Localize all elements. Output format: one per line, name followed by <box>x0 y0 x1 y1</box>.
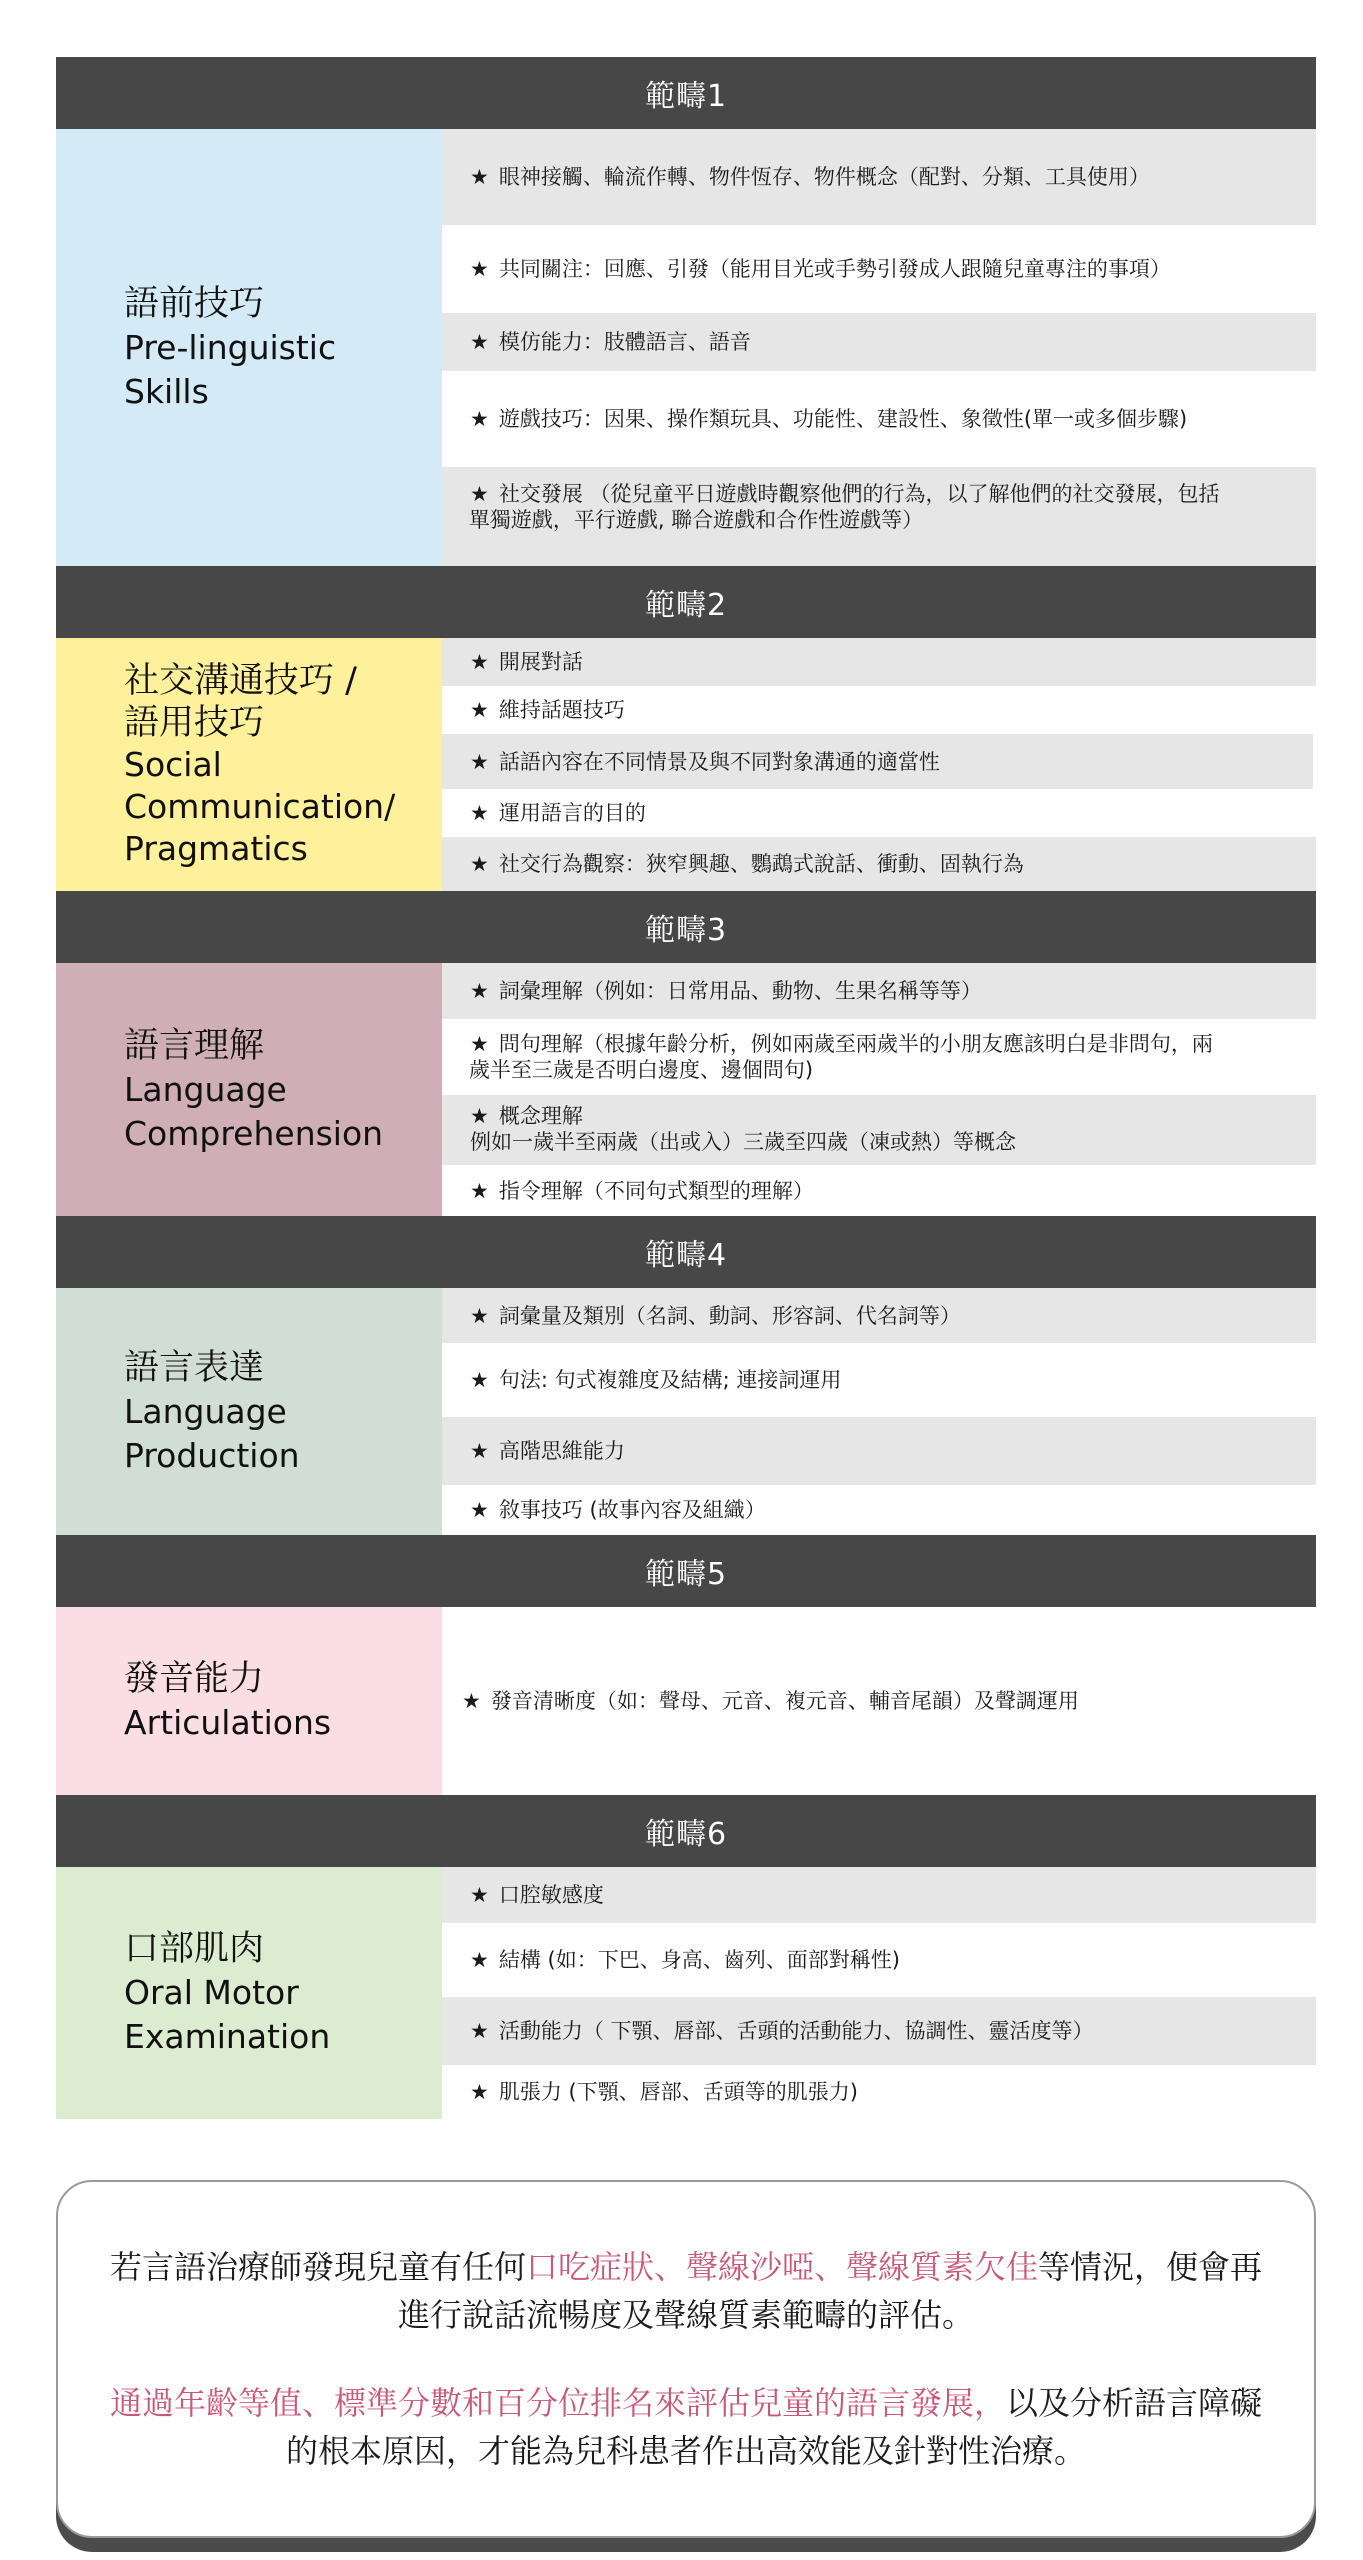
list-item: ★ 共同關注：回應、引發（能用目光或手勢引發成人跟隨兒童專注的事項） <box>470 257 1171 281</box>
star-icon: ★ <box>470 650 489 674</box>
star-icon: ★ <box>470 1439 489 1463</box>
list-item: ★ 發音清晰度（如：聲母、元音、複元音、輔音尾韻）及聲調運用 <box>462 1689 1079 1713</box>
star-icon: ★ <box>470 698 489 722</box>
section-5-title-zh: 發音能力 <box>124 1659 265 1699</box>
star-icon: ★ <box>470 482 489 506</box>
list-item: ★ 社交發展 （從兒童平日遊戲時觀察他們的行為，以了解他們的社交發展，包括 單獨遊戲，平行遊戲, 聯合遊戲和合作性遊戲等） <box>442 467 1316 566</box>
section-2-title-zh-2: 語用技巧 <box>124 702 265 743</box>
note-highlight-1: 口吃症狀、聲線沙啞、聲線質素欠佳 <box>525 2248 1038 2286</box>
section-3-title <box>56 963 442 1216</box>
section-2-title-en-1: Social <box>124 744 222 784</box>
list-item: ★ 高階思維能力 <box>442 1417 1316 1485</box>
list-item: ★ 社交行為觀察：狹窄興趣、鸚鵡式說話、衝動、固執行為 <box>442 837 1316 891</box>
list-item: ★ 眼神接觸、輪流作轉、物件恆存、物件概念（配對、分類、工具使用） <box>442 129 1316 225</box>
section-1-title <box>56 129 442 566</box>
list-item: ★ 肌張力 (下顎、唇部、舌頭等的肌張力) <box>470 2080 858 2104</box>
note-paragraph-2: 通過年齡等值、標準分數和百分位排名來評估兒童的語言發展，以及分析語言障礙的根本原因，才能為兒科患者作出高效能及針對性治療。 <box>109 2384 1263 2470</box>
section-2-title-en-2: Communication/ <box>124 786 396 826</box>
section-5-title-en: Articulations <box>124 1703 332 1742</box>
star-icon: ★ <box>470 257 489 281</box>
star-icon: ★ <box>470 852 489 876</box>
section-3-title-en-2: Comprehension <box>124 1113 384 1153</box>
section-3-title-en-1: Language <box>124 1069 287 1109</box>
star-icon: ★ <box>470 165 489 189</box>
star-icon: ★ <box>470 2019 489 2043</box>
section-2-title <box>56 638 442 891</box>
list-item: ★ 概念理解 例如一歲半至兩歲（出或入）三歲至四歲（凍或熱）等概念 <box>442 1095 1316 1165</box>
section-1-title-zh: 語前技巧 <box>124 283 265 324</box>
note-paragraph-1: 若言語治療師發現兒童有任何口吃症狀、聲線沙啞、聲線質素欠佳等情況，便會再進行說話流暢度及聲線質素範疇的評估。 <box>109 2248 1263 2334</box>
note-highlight-2: 通過年齡等值、標準分數和百分位排名來評估兒童的語言發展， <box>109 2384 1006 2422</box>
list-item: ★ 維持話題技巧 <box>470 698 625 722</box>
star-icon: ★ <box>470 1178 489 1203</box>
section-6-title-zh: 口部肌肉 <box>124 1929 265 1969</box>
section-2-title-en-3: Pragmatics <box>124 828 308 868</box>
list-item: ★ 結構 (如：下巴、身高、齒列、面部對稱性) <box>470 1948 900 1972</box>
section-3-title-zh: 語言理解 <box>124 1025 265 1066</box>
section-header-5: 範疇5 <box>56 1535 1316 1607</box>
section-1-title-en-2: Skills <box>124 371 209 411</box>
star-icon: ★ <box>470 1032 489 1056</box>
section-2-title-zh-1: 社交溝通技巧 / <box>124 660 357 701</box>
section-4-title-en-1: Language <box>124 1391 287 1431</box>
section-4 <box>56 1288 1316 1535</box>
list-item: ★ 口腔敏感度 <box>442 1867 1316 1923</box>
list-item: ★ 問句理解（根據年齡分析，例如兩歲至兩歲半的小朋友應該明白是非問句，兩 歲半至三歲是否明白邊度、邊個問句) <box>468 1032 1213 1082</box>
star-icon: ★ <box>470 1104 489 1128</box>
section-4-title-en-2: Production <box>124 1435 300 1475</box>
star-icon: ★ <box>470 1498 489 1522</box>
star-icon: ★ <box>470 801 489 825</box>
section-1-title-en-1: Pre-linguistic <box>124 327 337 367</box>
star-icon: ★ <box>470 407 489 431</box>
list-item: ★ 開展對話 <box>442 638 1316 686</box>
section-6-title-en-2: Examination <box>124 2017 331 2056</box>
list-item: ★ 指令理解（不同句式類型的理解） <box>470 1178 814 1203</box>
section-6 <box>56 1867 1316 2119</box>
list-item: ★ 運用語言的目的 <box>470 801 646 825</box>
list-item: ★ 遊戲技巧：因果、操作類玩具、功能性、建設性、象徵性(單一或多個步驟) <box>470 407 1188 431</box>
section-header-1: 範疇1 <box>56 57 1316 129</box>
list-item: ★ 活動能力（ 下顎、唇部、舌頭的活動能力、協調性、靈活度等） <box>442 1997 1316 2065</box>
star-icon: ★ <box>470 1948 489 1972</box>
section-1 <box>56 129 1316 566</box>
section-6-title <box>56 1867 442 2119</box>
star-icon: ★ <box>462 1689 481 1713</box>
section-header-4: 範疇4 <box>56 1216 1316 1288</box>
section-header-2: 範疇2 <box>56 566 1316 638</box>
section-4-title-zh: 語言表達 <box>124 1347 265 1388</box>
section-3 <box>56 963 1316 1216</box>
section-6-title-en-1: Oral Motor <box>124 1973 299 2012</box>
star-icon: ★ <box>470 2080 489 2104</box>
star-icon: ★ <box>470 1883 489 1907</box>
section-2 <box>56 638 1316 891</box>
list-item: ★ 句法: 句式複雜度及結構; 連接詞運用 <box>470 1368 842 1392</box>
star-icon: ★ <box>470 749 489 774</box>
section-5-title <box>56 1607 442 1795</box>
assessment-table <box>56 57 1316 2119</box>
star-icon: ★ <box>470 1303 489 1328</box>
section-4-title <box>56 1288 442 1535</box>
list-item: ★ 詞彙量及類別（名詞、動詞、形容詞、代名詞等） <box>442 1288 1316 1343</box>
list-item: ★ 話語內容在不同情景及與不同對象溝通的適當性 <box>442 734 1313 789</box>
list-item: ★ 詞彙理解（例如：日常用品、動物、生果名稱等等） <box>442 963 1316 1019</box>
section-header-3: 範疇3 <box>56 891 1316 963</box>
section-header-6: 範疇6 <box>56 1795 1316 1867</box>
list-item: ★ 模仿能力：肢體語言、語音 <box>442 313 1316 371</box>
star-icon: ★ <box>470 979 489 1003</box>
note-box <box>56 2180 1316 2538</box>
star-icon: ★ <box>470 1368 489 1392</box>
section-5 <box>56 1607 1316 1795</box>
list-item: ★ 敘事技巧 (故事內容及組織） <box>470 1498 766 1522</box>
star-icon: ★ <box>470 330 489 354</box>
